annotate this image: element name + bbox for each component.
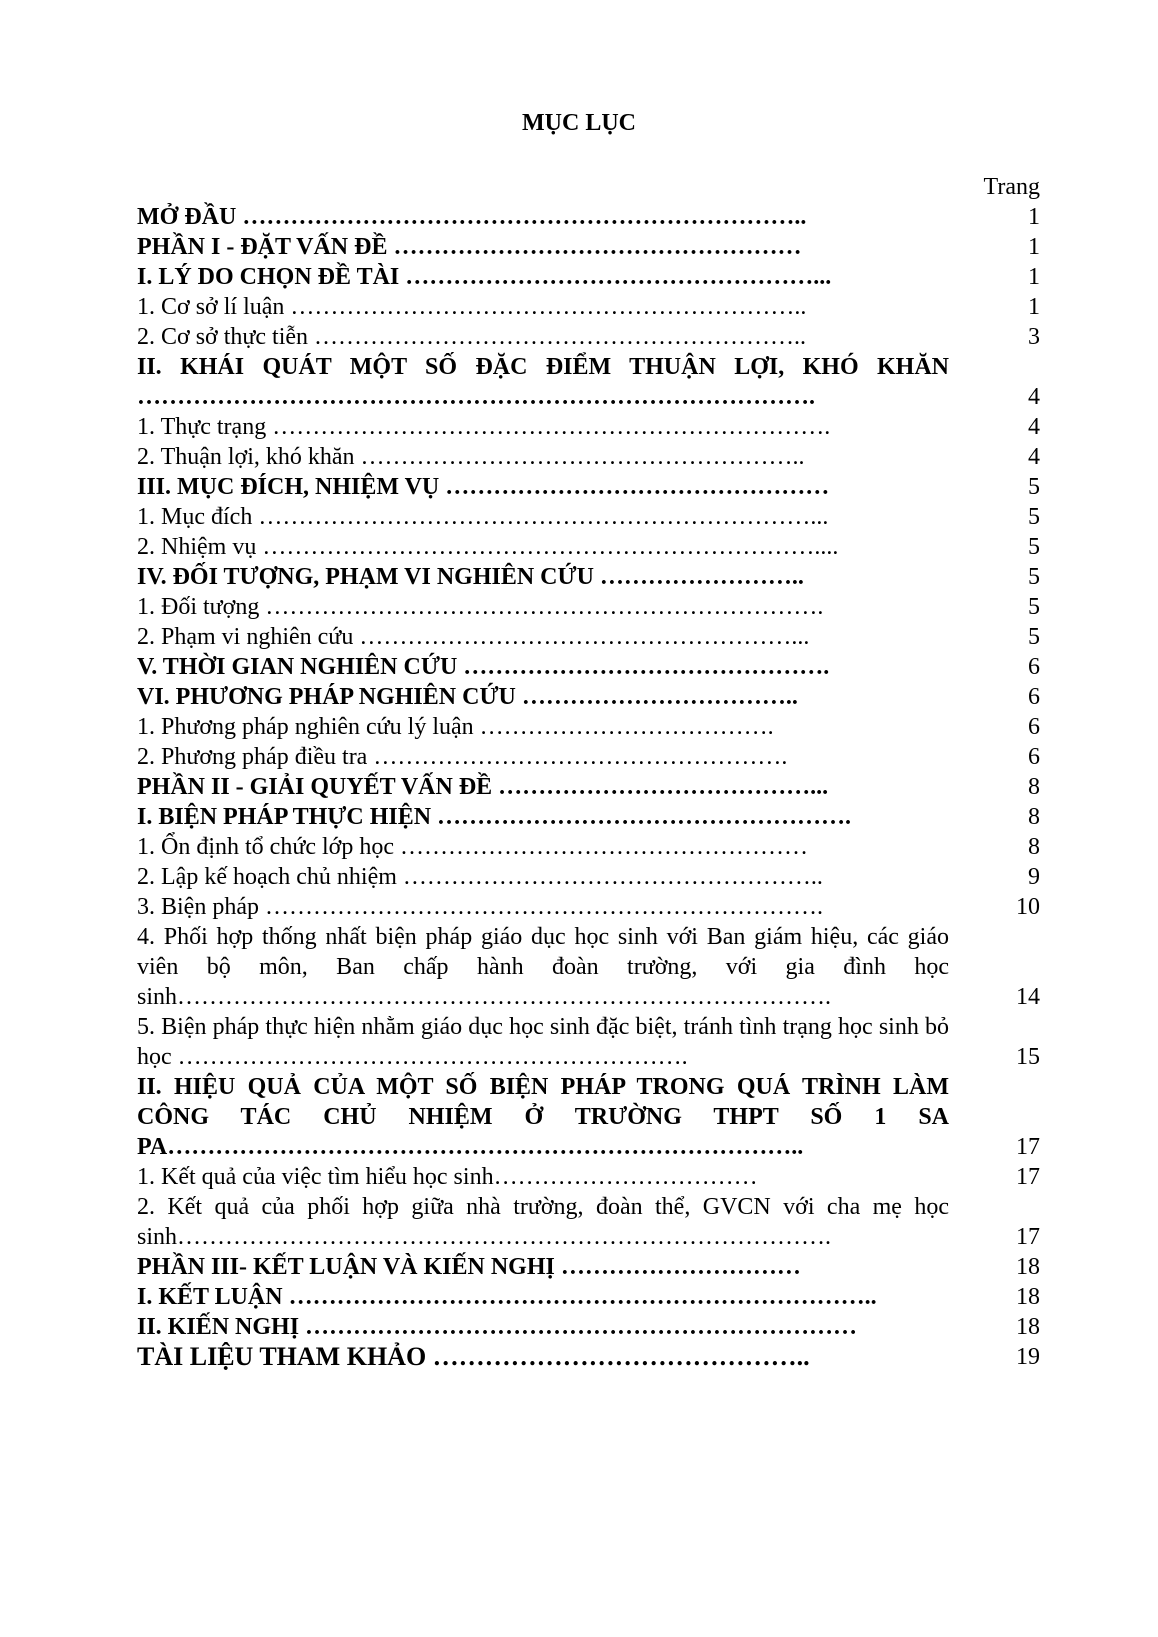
toc-entry-12 (137, 592, 1040, 622)
toc-entry-text: 1. Mục đích ……………………………………………………………... (137, 504, 829, 530)
toc-entry-text: III. MỤC ĐÍCH, NHIỆM VỤ ………………………………………… (137, 474, 830, 500)
toc-entry-page: 15 (1016, 1044, 1040, 1070)
toc-entry-text: 4. Phối hợp thống nhất biện pháp giáo dục học sinh với Ban giám hiệu, các giáo viên bộ môn, Ban chấp hành đoàn trường, với gia đình học sinh………………………………………………………………………. (137, 924, 949, 1010)
toc-entry-5 (137, 352, 1040, 412)
toc-entry-text: IV. ĐỐI TƯỢNG, PHẠM VI NGHIÊN CỨU …………………….. (137, 564, 804, 590)
toc-entry-page: 4 (1028, 414, 1040, 440)
page-title: MỤC LỤC (522, 110, 636, 136)
toc-entry-text: 2. Phương pháp điều tra ……………………………………………. (137, 744, 788, 770)
toc-entry-page: 18 (1016, 1254, 1040, 1280)
toc-entry-19 (137, 802, 1040, 832)
toc-entry-page: 5 (1028, 534, 1040, 560)
toc-entry-23 (137, 922, 1040, 1012)
toc-entry-text: 2. Cơ sở thực tiễn …………………………………………………….. (137, 324, 807, 350)
toc-entry-page: 1 (1028, 294, 1040, 320)
toc-entry-page: 3 (1028, 324, 1040, 350)
toc-entry-16 (137, 712, 1040, 742)
toc-entry-10 (137, 532, 1040, 562)
toc-entry-page: 5 (1028, 564, 1040, 590)
toc-entry-page: 4 (1028, 444, 1040, 470)
page-column-header: Trang (983, 174, 1040, 200)
toc-entry-28 (137, 1252, 1040, 1282)
toc-entry-page: 5 (1028, 594, 1040, 620)
toc-entry-2 (137, 262, 1040, 292)
toc-entry-7 (137, 442, 1040, 472)
toc-entry-30 (137, 1312, 1040, 1342)
toc-entry-page: 17 (1016, 1134, 1040, 1160)
toc-entry-page: 6 (1028, 744, 1040, 770)
toc-entry-text: PHẦN I - ĐẶT VẤN ĐỀ …………………………………………… (137, 234, 802, 260)
toc-entry-15 (137, 682, 1040, 712)
toc-entry-page: 6 (1028, 654, 1040, 680)
toc-entry-page: 1 (1028, 234, 1040, 260)
toc-entry-text: II. HIỆU QUẢ CỦA MỘT SỐ BIỆN PHÁP TRONG QUÁ TRÌNH LÀM CÔNG TÁC CHỦ NHIỆM Ở TRƯỜNG THPT SỐ 1 SA PA…………………………………………………………………….. (137, 1074, 949, 1160)
table-of-contents (137, 202, 1040, 1372)
toc-entry-page: 1 (1028, 204, 1040, 230)
toc-entry-page: 8 (1028, 774, 1040, 800)
toc-entry-text: 1. Cơ sở lí luận ……………………………………………………….. (137, 294, 807, 320)
toc-entry-text: 2. Lập kế hoạch chủ nhiệm …………………………………………….. (137, 864, 823, 890)
toc-entry-4 (137, 322, 1040, 352)
toc-entry-text: 1. Ổn định tổ chức lớp học …………………………………………… (137, 834, 808, 860)
toc-entry-page: 10 (1016, 894, 1040, 920)
toc-entry-text: 1. Thực trạng ……………………………………………………………. (137, 414, 831, 440)
toc-entry-0 (137, 202, 1040, 232)
toc-entry-page: 5 (1028, 474, 1040, 500)
toc-entry-text: PHẦN II - GIẢI QUYẾT VẤN ĐỀ …………………………………... (137, 774, 829, 800)
toc-entry-27 (137, 1192, 1040, 1252)
toc-entry-29 (137, 1282, 1040, 1312)
toc-entry-text: 1. Kết quả của việc tìm hiểu học sinh…………………………… (137, 1164, 758, 1190)
toc-entry-page: 18 (1016, 1314, 1040, 1340)
toc-entry-text: II. KHÁI QUÁT MỘT SỐ ĐẶC ĐIỂM THUẬN LỢI, KHÓ KHĂN …………………………………………………………………………. (137, 354, 949, 410)
toc-entry-page: 5 (1028, 624, 1040, 650)
toc-entry-text: PHẦN III- KẾT LUẬN VÀ KIẾN NGHỊ ………………………… (137, 1254, 801, 1280)
toc-entry-25 (137, 1072, 1040, 1162)
toc-entry-page: 18 (1016, 1284, 1040, 1310)
toc-entry-text: 2. Nhiệm vụ …………………………………………………………….... (137, 534, 839, 560)
toc-entry-text: TÀI LIỆU THAM KHẢO …………………………………….. (137, 1342, 810, 1371)
toc-entry-text: I. BIỆN PHÁP THỰC HIỆN ……………………………………………. (137, 804, 852, 830)
toc-entry-text: 1. Đối tượng ……………………………………………………………. (137, 594, 824, 620)
toc-entry-6 (137, 412, 1040, 442)
toc-entry-page: 17 (1016, 1164, 1040, 1190)
toc-entry-text: 1. Phương pháp nghiên cứu lý luận ………………………………. (137, 714, 774, 740)
toc-entry-24 (137, 1012, 1040, 1072)
toc-entry-page: 8 (1028, 804, 1040, 830)
toc-entry-14 (137, 652, 1040, 682)
toc-entry-page: 6 (1028, 684, 1040, 710)
toc-entry-text: 5. Biện pháp thực hiện nhằm giáo dục học sinh đặc biệt, tránh tình trạng học sinh bỏ học ………………………………………………………. (137, 1014, 949, 1070)
toc-entry-text: 3. Biện pháp ……………………………………………………………. (137, 894, 823, 920)
toc-entry-text: II. KIẾN NGHỊ …………………………………………………………… (137, 1314, 858, 1340)
toc-entry-text: VI. PHƯƠNG PHÁP NGHIÊN CỨU …………………………….. (137, 684, 798, 710)
toc-entry-3 (137, 292, 1040, 322)
toc-entry-17 (137, 742, 1040, 772)
toc-entry-page: 1 (1028, 264, 1040, 290)
toc-entry-page: 9 (1028, 864, 1040, 890)
toc-entry-11 (137, 562, 1040, 592)
toc-entry-text: MỞ ĐẦU …………………………………………………………….. (137, 204, 807, 230)
toc-entry-text: I. KẾT LUẬN ……………………………………………………………….. (137, 1284, 877, 1310)
toc-entry-18 (137, 772, 1040, 802)
toc-entry-text: I. LÝ DO CHỌN ĐỀ TÀI ……………………………………………... (137, 264, 832, 290)
toc-entry-26 (137, 1162, 1040, 1192)
toc-entry-page: 4 (1028, 384, 1040, 410)
toc-entry-13 (137, 622, 1040, 652)
toc-entry-page: 19 (1016, 1344, 1040, 1370)
toc-entry-1 (137, 232, 1040, 262)
toc-entry-text: 2. Thuận lợi, khó khăn ……………………………………………….. (137, 444, 805, 470)
toc-entry-text: V. THỜI GIAN NGHIÊN CỨU ………………………………………. (137, 654, 830, 680)
toc-entry-page: 14 (1016, 984, 1040, 1010)
toc-entry-page: 5 (1028, 504, 1040, 530)
toc-entry-text: 2. Kết quả của phối hợp giữa nhà trường, đoàn thể, GVCN với cha mẹ học sinh………………………………………………………………………. (137, 1194, 949, 1250)
toc-entry-20 (137, 832, 1040, 862)
toc-entry-text: 2. Phạm vi nghiên cứu ………………………………………………... (137, 624, 810, 650)
toc-entry-page: 8 (1028, 834, 1040, 860)
toc-entry-9 (137, 502, 1040, 532)
toc-entry-8 (137, 472, 1040, 502)
toc-entry-31 (137, 1342, 1040, 1372)
toc-entry-page: 17 (1016, 1224, 1040, 1250)
toc-entry-page: 6 (1028, 714, 1040, 740)
toc-entry-22 (137, 892, 1040, 922)
toc-entry-21 (137, 862, 1040, 892)
